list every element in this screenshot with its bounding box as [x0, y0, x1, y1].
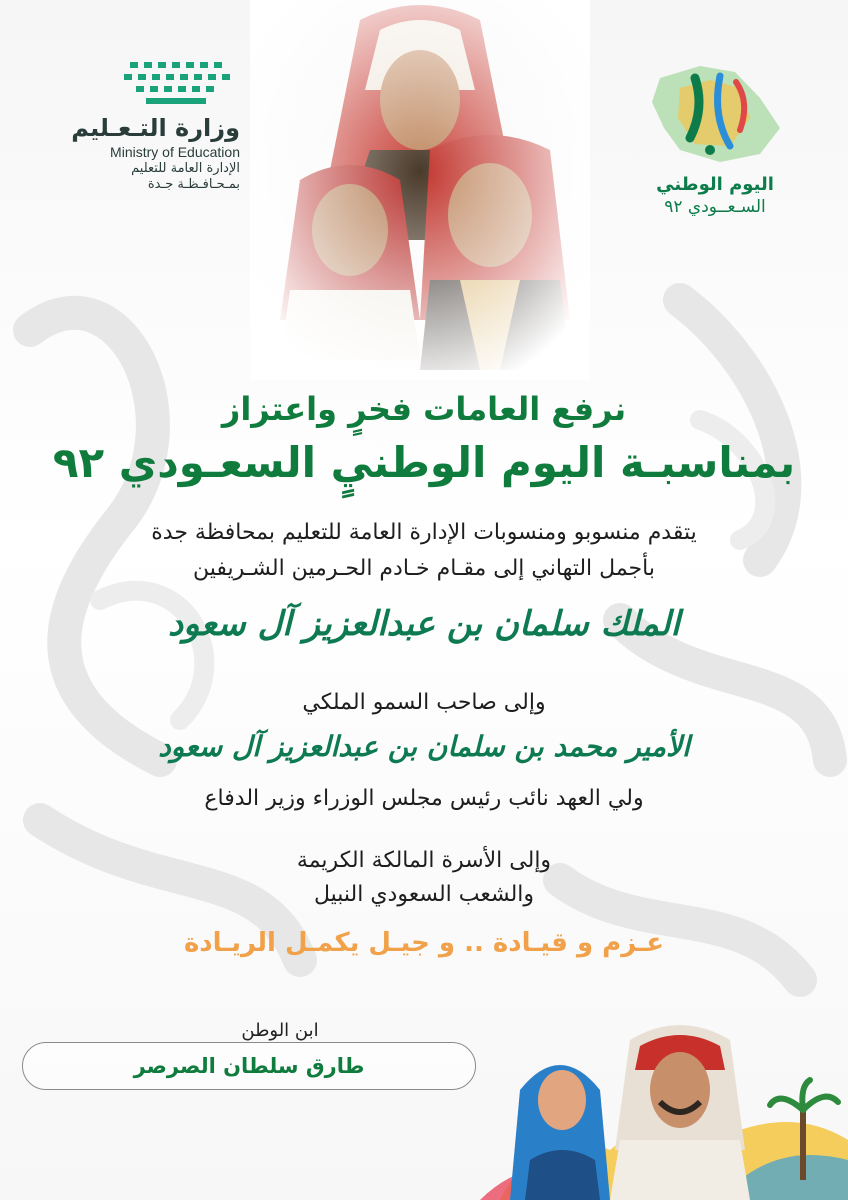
ministry-admin-name: الإدارة العامة للتعليم — [131, 161, 240, 176]
author-name: طارق سلطان الصرصر — [133, 1054, 365, 1078]
royal-portraits-image — [250, 0, 590, 380]
ministry-logo — [40, 60, 240, 192]
ministry-name-english: Ministry of Education — [110, 144, 240, 160]
author-caption: ابن الوطن — [241, 1020, 319, 1041]
heading-line-1: نرفع العامات فخرٍ واعتزاز — [221, 390, 627, 428]
body-line-3: وإلى صاحب السمو الملكي — [302, 690, 546, 715]
saudi-map-logo-icon — [640, 58, 790, 168]
king-name-calligraphy: الملك سلمان بن عبدالعزيز آل سعود — [168, 604, 680, 644]
body-line-1: يتقدم منسوبو ومنسوبات الإدارة العامة للتعليم بمحافظة جدة — [151, 520, 697, 545]
people-illustration — [480, 1010, 848, 1200]
ministry-emblem-icon — [120, 60, 240, 110]
body-line-6: والشعب السعودي النبيل — [313, 882, 535, 907]
slogan: عـزم و قيـادة .. و جيـل يكمـل الريـادة — [183, 928, 665, 958]
prince-name-calligraphy: الأمير محمد بن سلمان بن عبدالعزيز آل سعود — [158, 730, 690, 763]
body-line-5: وإلى الأسرة المالكة الكريمة — [296, 848, 552, 873]
ministry-city-name: بمـحـافـظـة جـدة — [147, 177, 240, 192]
ministry-name-arabic: وزارة التـعـليم — [71, 114, 240, 142]
national-day-subtitle: السـعــودي ٩٢ — [664, 197, 766, 217]
author-name-box — [22, 1042, 476, 1090]
man-figure — [610, 1025, 750, 1200]
heading-line-2: بمناسبـة اليوم الوطنيٍ السعـودي ٩٢ — [52, 438, 796, 487]
national-day-title: اليوم الوطني — [656, 174, 774, 195]
body-line-4: ولي العهد نائب رئيس مجلس الوزراء وزير الدفاع — [204, 786, 644, 811]
national-day-logo — [630, 58, 800, 217]
body-line-2: بأجمل التهاني إلى مقـام خـادم الحـرمين الشـريفين — [193, 556, 655, 581]
woman-figure — [510, 1065, 610, 1200]
